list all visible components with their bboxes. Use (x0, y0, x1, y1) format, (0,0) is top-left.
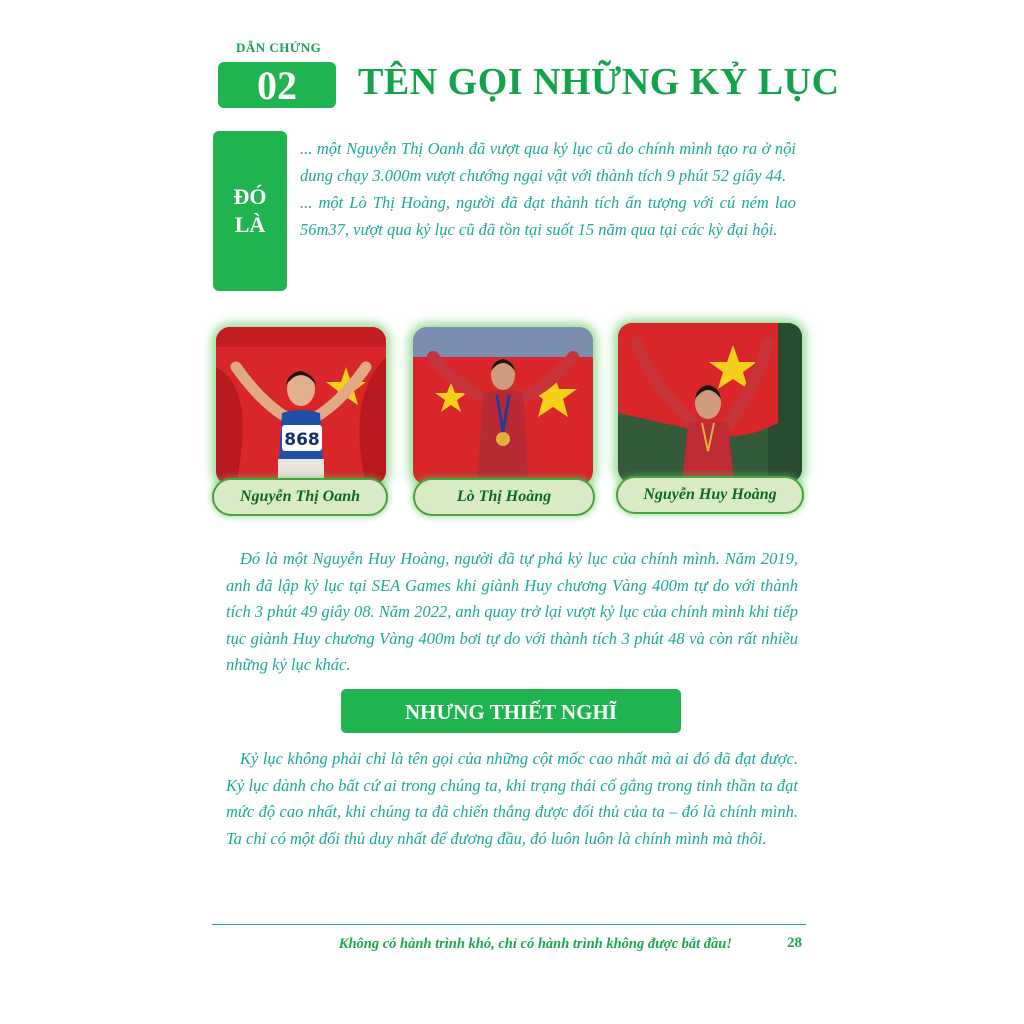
intro-label-box (213, 131, 287, 291)
page-number: 28 (787, 935, 802, 951)
athlete-name-tag-1: Nguyễn Thị Oanh (212, 478, 388, 516)
athlete-photo-1 (216, 327, 386, 485)
intro-paragraph-2: ... một Lò Thị Hoàng, người đã đạt thành tích ấn tượng với cú ném lao 56m37, vượt qua kỷ lục cũ đã tồn tại suốt 15 năm qua tại các kỳ đại hội. (300, 193, 796, 239)
section-kicker: DẪN CHỨNG (236, 40, 322, 55)
bib-number: 868 (284, 430, 320, 450)
intro-label-line1: ĐÓ (233, 184, 267, 209)
athlete-name-tag-3: Nguyễn Huy Hoàng (616, 476, 804, 514)
section-banner: NHƯNG THIẾT NGHĨ (341, 689, 681, 733)
footer-quote: Không có hành trình khó, chỉ có hành trình không được bắt đầu! (338, 936, 732, 952)
section-paragraph: Kỷ lục không phải chỉ là tên gọi của những cột mốc cao nhất mà ai đó đã đạt được. Kỷ lục dành cho bất cứ ai trong chúng ta, khi trạng thái cố gắng trong tinh thần ta đạt mức độ cao nhất, khi chúng ta đã chiến thắng được đối thủ của ta – đó là chính mình. Ta chỉ có một đối thủ duy nhất để đương đầu, đó luôn luôn là chính mình mà thôi. (226, 749, 798, 848)
athlete-photo-2 (413, 327, 593, 485)
intro-label-line2: LÀ (234, 212, 266, 237)
athlete-photo-3 (618, 323, 802, 483)
athlete-name-tag-2: Lò Thị Hoàng (413, 478, 595, 516)
section-number-badge: 02 (218, 62, 336, 108)
footer-divider (212, 924, 806, 925)
intro-paragraph-1: ... một Nguyễn Thị Oanh đã vượt qua kỷ lục cũ do chính mình tạo ra ở nội dung chạy 3.000m vượt chướng ngại vật với thành tích 9 phút 52 giây 44. (300, 139, 796, 185)
page-title: TÊN GỌI NHỮNG KỶ LỤC (358, 61, 840, 103)
body-paragraph: Đó là một Nguyễn Huy Hoàng, người đã tự phá kỷ lục của chính mình. Năm 2019, anh đã lập kỷ lục tại SEA Games khi giành Huy chương Vàng 400m tự do với thành tích 3 phút 49 giây 08. Năm 2022, anh quay trở lại vượt kỷ lục của chính mình khi tiếp tục giành Huy chương Vàng 400m bơi tự do với thành tích 3 phút 48 và còn rất nhiều những kỷ lục khác. (226, 549, 798, 674)
intro-text (300, 135, 796, 243)
